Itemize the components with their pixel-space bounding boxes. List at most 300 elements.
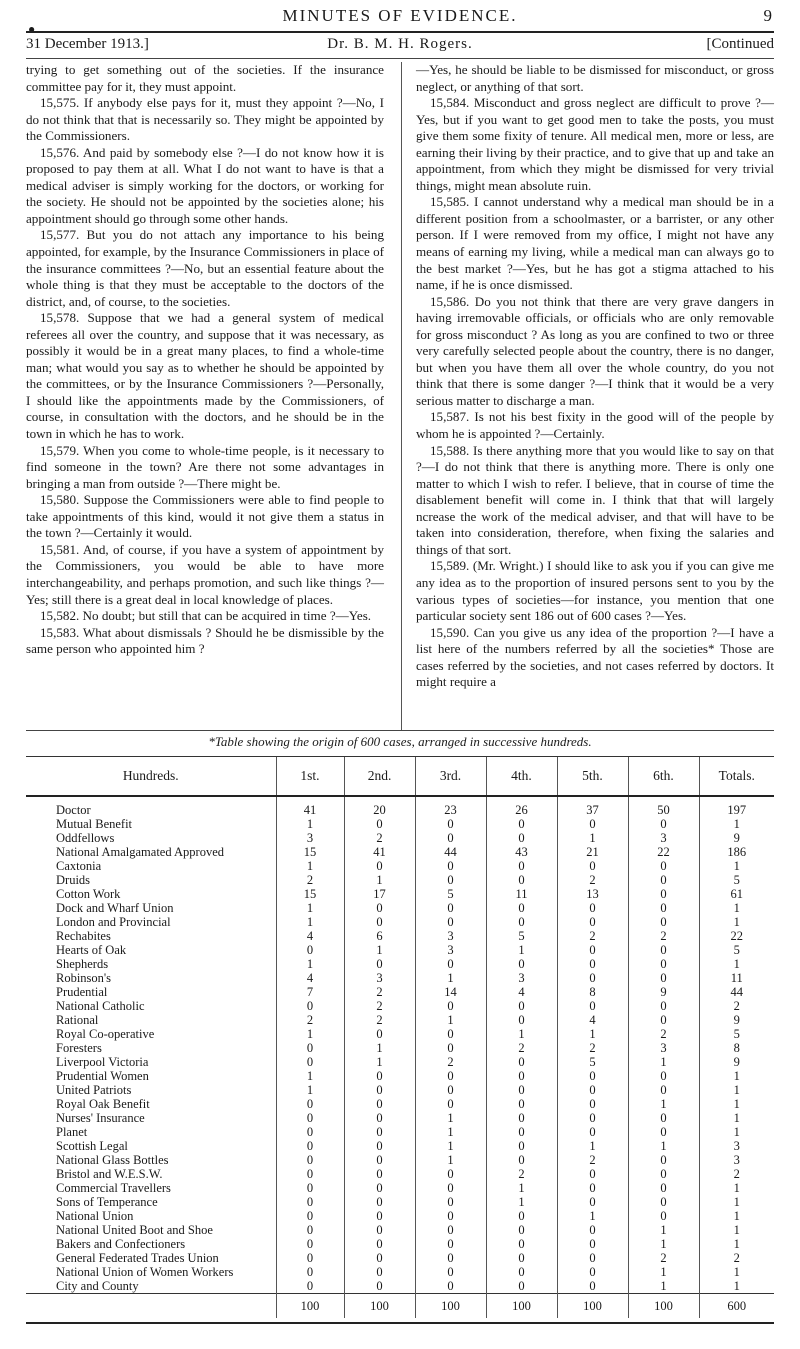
table-row <box>26 859 774 873</box>
count-cell: 0 <box>415 1279 486 1294</box>
count-cell: 2 <box>344 999 415 1013</box>
count-cell: 0 <box>628 817 699 831</box>
count-cell: 0 <box>557 1265 628 1279</box>
paragraph: 15,580. Suppose the Commissioners were able to find people to take appointments of this kind, would it not give them a status in the town ?—Certainly it would. <box>26 492 384 541</box>
count-cell: 0 <box>628 873 699 887</box>
count-cell: 0 <box>486 1223 557 1237</box>
count-cell: 1 <box>415 1139 486 1153</box>
count-cell: 4 <box>486 985 557 999</box>
count-cell: 41 <box>344 845 415 859</box>
count-cell: 0 <box>557 915 628 929</box>
count-cell: 1 <box>699 1125 774 1139</box>
count-cell: 0 <box>415 1027 486 1041</box>
column-header: 1st. <box>276 757 344 797</box>
count-cell: 4 <box>276 929 344 943</box>
society-name-cell: Rational <box>56 1013 99 1027</box>
count-cell: 1 <box>699 901 774 915</box>
society-name-cell: Sons of Temperance <box>56 1195 158 1209</box>
count-cell: 1 <box>628 1237 699 1251</box>
count-cell: 5 <box>415 887 486 901</box>
table-row <box>26 1125 774 1139</box>
society-name-cell: Caxtonia <box>56 859 102 873</box>
count-cell: 0 <box>415 1209 486 1223</box>
table-row <box>26 999 774 1013</box>
count-cell: 7 <box>276 985 344 999</box>
count-cell: 1 <box>699 1223 774 1237</box>
paragraph: 15,582. No doubt; but still that can be acquired in time ?—Yes. <box>40 608 372 624</box>
count-cell: 0 <box>344 1195 415 1209</box>
count-cell: 1 <box>699 1237 774 1251</box>
count-cell: 5 <box>557 1055 628 1069</box>
paragraph: 15,587. Is not his best fixity in the good will of the people by whom he is appointed ?—Certainly. <box>416 409 774 442</box>
society-name-cell: City and County <box>56 1279 139 1293</box>
count-cell: 2 <box>276 1013 344 1027</box>
count-cell: 1 <box>415 1111 486 1125</box>
count-cell: 0 <box>344 1097 415 1111</box>
count-cell: 0 <box>628 957 699 971</box>
count-cell: 0 <box>344 1181 415 1195</box>
count-cell: 0 <box>344 817 415 831</box>
count-cell: 61 <box>699 887 774 901</box>
count-cell: 0 <box>557 1125 628 1139</box>
count-cell: 186 <box>699 845 774 859</box>
count-cell: 2 <box>628 1251 699 1265</box>
count-cell: 0 <box>344 1139 415 1153</box>
count-cell: 0 <box>628 859 699 873</box>
count-cell: 1 <box>486 943 557 957</box>
count-cell: 1 <box>557 831 628 845</box>
count-cell: 0 <box>344 1251 415 1265</box>
table-row <box>26 796 774 817</box>
table-body <box>26 796 774 1294</box>
table-row <box>26 929 774 943</box>
count-cell: 2 <box>699 999 774 1013</box>
count-cell: 0 <box>276 1111 344 1125</box>
count-cell: 197 <box>699 796 774 817</box>
table-row <box>26 1069 774 1083</box>
count-cell: 0 <box>415 1181 486 1195</box>
count-cell: 2 <box>557 1041 628 1055</box>
count-cell: 1 <box>276 915 344 929</box>
count-cell: 3 <box>486 971 557 985</box>
count-cell: 0 <box>276 1097 344 1111</box>
count-cell: 2 <box>699 1167 774 1181</box>
table-header-row <box>26 757 774 797</box>
total-cell: 100 <box>415 1294 486 1319</box>
count-cell: 43 <box>486 845 557 859</box>
count-cell: 8 <box>557 985 628 999</box>
count-cell: 0 <box>276 1209 344 1223</box>
count-cell: 1 <box>276 1069 344 1083</box>
count-cell: 41 <box>276 796 344 817</box>
count-cell: 0 <box>344 915 415 929</box>
count-cell: 0 <box>557 901 628 915</box>
count-cell: 1 <box>557 1209 628 1223</box>
session-date: 31 December 1913.] <box>26 36 149 52</box>
page-number: 9 <box>763 6 772 25</box>
paragraph: 15,588. Is there anything more that you would like to say on that ?—I do not think that there is anything more. There is only one matter to which I wish to refer. I believe, that in course of time the disablement benefit will come in. I think that that will largely ncrease the work of the medical adviser, and that will have to be taken into consideration, therefore, when fixing the salaries and things of that sort. <box>416 442 774 557</box>
count-cell: 0 <box>344 1209 415 1223</box>
count-cell: 1 <box>699 1069 774 1083</box>
count-cell: 1 <box>486 1181 557 1195</box>
cases-table <box>26 756 774 1318</box>
count-cell: 3 <box>699 1153 774 1167</box>
count-cell: 0 <box>276 1237 344 1251</box>
count-cell: 0 <box>344 1279 415 1294</box>
count-cell: 1 <box>699 1209 774 1223</box>
count-cell: 0 <box>486 817 557 831</box>
table-row <box>26 1055 774 1069</box>
society-name-cell: London and Provincial <box>56 915 171 929</box>
count-cell: 0 <box>415 1069 486 1083</box>
count-cell: 37 <box>557 796 628 817</box>
count-cell: 44 <box>699 985 774 999</box>
count-cell: 15 <box>276 887 344 901</box>
count-cell: 0 <box>486 859 557 873</box>
count-cell: 0 <box>415 859 486 873</box>
count-cell: 14 <box>415 985 486 999</box>
count-cell: 0 <box>557 817 628 831</box>
paragraph: 15,584. Misconduct and gross neglect are difficult to prove ?—Yes, but if you want to get good men to take the posts, you must give them some fixity of tenure. All medical men, more or less, are earning their living by their practice, and to give that up and take an appointment, from which they might be dismissed for very trivial things, might mean absolute ruin. <box>416 95 774 193</box>
count-cell: 4 <box>276 971 344 985</box>
subheader <box>26 36 774 56</box>
count-cell: 0 <box>628 943 699 957</box>
count-cell: 0 <box>276 1279 344 1294</box>
count-cell: 0 <box>628 1069 699 1083</box>
count-cell: 23 <box>415 796 486 817</box>
count-cell: 0 <box>415 1083 486 1097</box>
count-cell: 1 <box>699 1181 774 1195</box>
count-cell: 2 <box>486 1041 557 1055</box>
count-cell: 3 <box>628 831 699 845</box>
count-cell: 0 <box>415 901 486 915</box>
total-cell: 100 <box>486 1294 557 1319</box>
count-cell: 9 <box>699 1013 774 1027</box>
count-cell: 1 <box>699 1265 774 1279</box>
table-row <box>26 831 774 845</box>
count-cell: 0 <box>344 1265 415 1279</box>
count-cell: 0 <box>628 1181 699 1195</box>
count-cell: 44 <box>415 845 486 859</box>
count-cell: 1 <box>344 1055 415 1069</box>
count-cell: 1 <box>628 1139 699 1153</box>
count-cell: 0 <box>276 1181 344 1195</box>
society-name-cell: Royal Oak Benefit <box>56 1097 150 1111</box>
count-cell: 20 <box>344 796 415 817</box>
count-cell: 9 <box>699 831 774 845</box>
count-cell: 0 <box>486 1111 557 1125</box>
count-cell: 0 <box>557 957 628 971</box>
table-row <box>26 1167 774 1181</box>
count-cell: 0 <box>415 1265 486 1279</box>
count-cell: 0 <box>557 1195 628 1209</box>
paragraph: 15,576. And paid by somebody else ?—I do not know how it is proposed to pay them at all. What I do not want to have is that a medical adviser is simply working for the doctors, or working for the society. He should not be appointed by the societies alone; his appointment should go through some other hands. <box>26 144 384 226</box>
count-cell: 0 <box>486 1069 557 1083</box>
society-name-cell: Nurses' Insurance <box>56 1111 145 1125</box>
society-name-cell: Foresters <box>56 1041 102 1055</box>
count-cell: 0 <box>486 831 557 845</box>
table-row <box>26 1251 774 1265</box>
count-cell: 1 <box>415 1013 486 1027</box>
column-divider <box>401 62 402 730</box>
count-cell: 0 <box>628 1167 699 1181</box>
count-cell: 0 <box>276 999 344 1013</box>
count-cell: 0 <box>486 1125 557 1139</box>
count-cell: 1 <box>557 1139 628 1153</box>
count-cell: 15 <box>276 845 344 859</box>
count-cell: 1 <box>486 1027 557 1041</box>
subheader-rule <box>26 58 774 59</box>
society-name-cell: United Patriots <box>56 1083 132 1097</box>
society-name-cell: Shepherds <box>56 957 109 971</box>
paragraph: 15,589. (Mr. Wright.) I should like to ask you if you can give me any idea as to the proportion of insured persons sent to you by the various types of societies—for instance, you mention that one particular society sent 186 out of 600 cases ?—Yes. <box>416 558 774 624</box>
count-cell: 0 <box>276 1153 344 1167</box>
count-cell: 0 <box>628 1195 699 1209</box>
count-cell: 0 <box>628 915 699 929</box>
society-name-cell: Bakers and Confectioners <box>56 1237 186 1251</box>
count-cell: 0 <box>557 1279 628 1294</box>
count-cell: 1 <box>699 1195 774 1209</box>
society-name-cell: Rechabites <box>56 929 111 943</box>
count-cell: 0 <box>415 1195 486 1209</box>
count-cell: 0 <box>628 901 699 915</box>
count-cell: 0 <box>344 1027 415 1041</box>
column-header: Hundreds. <box>26 757 276 797</box>
count-cell: 6 <box>344 929 415 943</box>
count-cell: 5 <box>699 1027 774 1041</box>
total-cell: 100 <box>628 1294 699 1319</box>
count-cell: 1 <box>699 1097 774 1111</box>
count-cell: 1 <box>344 1041 415 1055</box>
table-row <box>26 1041 774 1055</box>
table-row <box>26 985 774 999</box>
count-cell: 3 <box>415 943 486 957</box>
count-cell: 0 <box>486 1279 557 1294</box>
count-cell: 0 <box>557 999 628 1013</box>
count-cell: 0 <box>344 1167 415 1181</box>
totals-label-cell <box>26 1294 276 1319</box>
count-cell: 3 <box>699 1139 774 1153</box>
table-row <box>26 873 774 887</box>
society-name-cell: National Amalgamated Approved <box>56 845 225 859</box>
table-row <box>26 1195 774 1209</box>
count-cell: 0 <box>486 901 557 915</box>
count-cell: 1 <box>699 817 774 831</box>
count-cell: 0 <box>276 1055 344 1069</box>
running-header <box>26 6 774 36</box>
count-cell: 1 <box>628 1097 699 1111</box>
count-cell: 1 <box>276 859 344 873</box>
society-name-cell: Oddfellows <box>56 831 115 845</box>
count-cell: 0 <box>557 1237 628 1251</box>
column-header: 5th. <box>557 757 628 797</box>
count-cell: 0 <box>486 1083 557 1097</box>
count-cell: 13 <box>557 887 628 901</box>
count-cell: 0 <box>415 915 486 929</box>
count-cell: 0 <box>276 1195 344 1209</box>
table-row <box>26 901 774 915</box>
count-cell: 9 <box>699 1055 774 1069</box>
count-cell: 0 <box>628 1083 699 1097</box>
paragraph: 15,585. I cannot understand why a medical man should be in a different position from a schoolmaster, or a barrister, or any other person. If I were removed from my office, I might not have any means of earning my living, while a medical man can always go to the best market ?—Yes, but he has got a stigma attached to his name, if he is once dismissed. <box>416 194 774 293</box>
total-cell: 100 <box>276 1294 344 1319</box>
society-name-cell: Mutual Benefit <box>56 817 133 831</box>
total-cell: 100 <box>344 1294 415 1319</box>
paragraph: 15,590. Can you give us any idea of the proportion ?—I have a list here of the numbers referred by all the societies* Those are cases referred by the societies, and not cases referred by doctors. It might require a <box>416 624 774 690</box>
table-row <box>26 1111 774 1125</box>
bullet-mark: ● <box>28 22 36 36</box>
count-cell: 1 <box>628 1223 699 1237</box>
paragraph: 15,577. But you do not attach any importance to his being appointed, for example, by the Insurance Commissioners in place of the insurance committees ?—No, but an essential feature about the whole thing is that they must be acceptable to the doctors of the district, and, of course, to the societies. <box>26 227 384 309</box>
table-row <box>26 915 774 929</box>
count-cell: 2 <box>486 1167 557 1181</box>
count-cell: 0 <box>276 1251 344 1265</box>
count-cell: 3 <box>344 971 415 985</box>
count-cell: 9 <box>628 985 699 999</box>
count-cell: 2 <box>276 873 344 887</box>
count-cell: 0 <box>628 1153 699 1167</box>
paragraph: —Yes, he should be liable to be dismissed for misconduct, or gross neglect, or anything of that sort. <box>416 62 774 94</box>
count-cell: 0 <box>344 957 415 971</box>
column-header: 4th. <box>486 757 557 797</box>
count-cell: 0 <box>486 1097 557 1111</box>
society-name-cell: Cotton Work <box>56 887 121 901</box>
count-cell: 2 <box>557 1153 628 1167</box>
count-cell: 1 <box>699 957 774 971</box>
table-row <box>26 1083 774 1097</box>
count-cell: 0 <box>628 1013 699 1027</box>
table-row <box>26 1209 774 1223</box>
society-name-cell: Commercial Travellers <box>56 1181 171 1195</box>
society-name-cell: Bristol and W.E.S.W. <box>56 1167 163 1181</box>
paragraph: 15,581. And, of course, if you have a system of appointment by the Commissioners, you would be able to have more interchangeability, and perhaps promotion, and such like things ?—Yes; still there is a great deal in local knowledge of places. <box>26 541 384 607</box>
count-cell: 0 <box>486 1055 557 1069</box>
count-cell: 0 <box>486 1265 557 1279</box>
table-caption: *Table showing the origin of 600 cases, arranged in successive hundreds. <box>208 734 592 749</box>
table-row <box>26 971 774 985</box>
count-cell: 5 <box>699 943 774 957</box>
society-name-cell: Robinson's <box>56 971 112 985</box>
count-cell: 3 <box>276 831 344 845</box>
count-cell: 0 <box>557 859 628 873</box>
total-cell: 600 <box>699 1294 774 1319</box>
count-cell: 0 <box>415 1251 486 1265</box>
count-cell: 2 <box>344 831 415 845</box>
count-cell: 0 <box>344 1069 415 1083</box>
count-cell: 3 <box>415 929 486 943</box>
paragraph: 15,579. When you come to whole-time people, is it necessary to find someone in the town? Are there not some advantages in bringing a man from outside ?—There might be. <box>26 442 384 491</box>
table-top-rule <box>26 730 774 731</box>
left-column <box>26 62 384 658</box>
table-row <box>26 1279 774 1294</box>
count-cell: 50 <box>628 796 699 817</box>
count-cell: 0 <box>557 1181 628 1195</box>
count-cell: 0 <box>276 943 344 957</box>
count-cell: 1 <box>699 1279 774 1294</box>
count-cell: 0 <box>628 1111 699 1125</box>
count-cell: 0 <box>486 957 557 971</box>
count-cell: 22 <box>628 845 699 859</box>
count-cell: 1 <box>699 915 774 929</box>
count-cell: 0 <box>557 1097 628 1111</box>
count-cell: 0 <box>415 999 486 1013</box>
table-row <box>26 957 774 971</box>
count-cell: 0 <box>486 873 557 887</box>
paragraph: 15,575. If anybody else pays for it, must they appoint ?—No, I do not think that that is necessarily so. They might be appointed by the Commissioners. <box>26 95 384 144</box>
count-cell: 0 <box>628 999 699 1013</box>
table-row <box>26 817 774 831</box>
count-cell: 0 <box>415 1041 486 1055</box>
count-cell: 0 <box>344 901 415 915</box>
count-cell: 0 <box>628 887 699 901</box>
count-cell: 2 <box>628 1027 699 1041</box>
paragraph: trying to get something out of the societies. If the insurance committee pay for it, they must appoint. <box>26 62 384 94</box>
table-row <box>26 1265 774 1279</box>
count-cell: 0 <box>486 1251 557 1265</box>
count-cell: 1 <box>415 971 486 985</box>
count-cell: 2 <box>628 929 699 943</box>
continued-label: [Continued <box>706 36 774 52</box>
count-cell: 0 <box>415 1223 486 1237</box>
count-cell: 0 <box>344 1153 415 1167</box>
society-name-cell: National Glass Bottles <box>56 1153 169 1167</box>
society-name-cell: Liverpool Victoria <box>56 1055 149 1069</box>
count-cell: 26 <box>486 796 557 817</box>
count-cell: 2 <box>415 1055 486 1069</box>
society-name-cell: Doctor <box>56 803 91 817</box>
society-name-cell: National United Boot and Shoe <box>56 1223 213 1237</box>
table-row <box>26 1237 774 1251</box>
society-name-cell: Dock and Wharf Union <box>56 901 174 915</box>
count-cell: 0 <box>344 1111 415 1125</box>
count-cell: 2 <box>344 1013 415 1027</box>
count-cell: 0 <box>415 1167 486 1181</box>
society-name-cell: Prudential <box>56 985 108 999</box>
count-cell: 0 <box>276 1041 344 1055</box>
count-cell: 4 <box>557 1013 628 1027</box>
count-cell: 0 <box>557 943 628 957</box>
count-cell: 1 <box>628 1265 699 1279</box>
count-cell: 1 <box>415 1153 486 1167</box>
count-cell: 1 <box>699 859 774 873</box>
table-row <box>26 1013 774 1027</box>
count-cell: 0 <box>557 1251 628 1265</box>
count-cell: 0 <box>557 1223 628 1237</box>
count-cell: 0 <box>415 831 486 845</box>
count-cell: 0 <box>344 1083 415 1097</box>
table-row <box>26 1139 774 1153</box>
table-row <box>26 845 774 859</box>
count-cell: 1 <box>276 1083 344 1097</box>
count-cell: 0 <box>486 1153 557 1167</box>
count-cell: 0 <box>276 1125 344 1139</box>
header-rule <box>26 31 774 33</box>
count-cell: 0 <box>276 1139 344 1153</box>
table-row <box>26 1181 774 1195</box>
column-header: 3rd. <box>415 757 486 797</box>
society-name-cell: National Union of Women Workers <box>56 1265 234 1279</box>
count-cell: 0 <box>486 1013 557 1027</box>
count-cell: 0 <box>557 1167 628 1181</box>
running-title: MINUTES OF EVIDENCE. <box>282 6 518 25</box>
paragraph: 15,586. Do you not think that there are very grave dangers in having irremovable officials, or officials who are only removable for gross misconduct ? As long as you are confined to two or three very carefully selected people about the country, there is no danger, but when you have them all over the whole country, do you not think that there is some danger ?—I think that it would be a very serious matter to discharge a man. <box>416 293 774 408</box>
count-cell: 1 <box>486 1195 557 1209</box>
count-cell: 0 <box>344 859 415 873</box>
right-column <box>416 62 774 691</box>
count-cell: 2 <box>557 873 628 887</box>
count-cell: 0 <box>486 1237 557 1251</box>
society-name-cell: Prudential Women <box>56 1069 149 1083</box>
